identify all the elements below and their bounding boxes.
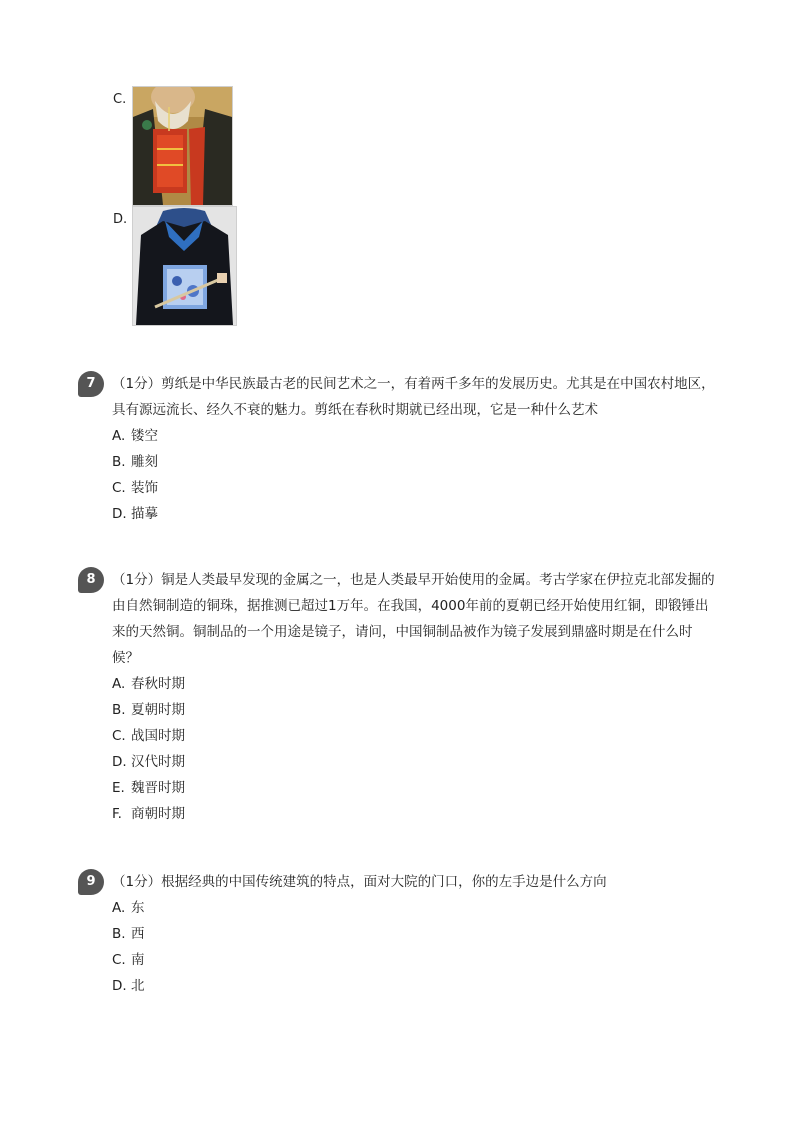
option-letter: A.	[112, 900, 126, 916]
option-letter: D.	[113, 212, 128, 227]
option-letter: B.	[112, 454, 126, 470]
option-text: 春秋时期	[131, 676, 185, 692]
option-list	[112, 895, 718, 999]
option-letter: A.	[112, 428, 126, 444]
option-letter: D.	[112, 754, 127, 770]
option-text: 汉代时期	[131, 754, 185, 770]
question-number-badge: 9	[78, 869, 104, 895]
option-b[interactable]	[112, 697, 718, 723]
option-text: 夏朝时期	[131, 702, 185, 718]
option-d[interactable]	[112, 973, 718, 999]
option-text: 商朝时期	[131, 806, 185, 822]
question-number-badge: 8	[78, 567, 104, 593]
option-text: 东	[131, 900, 145, 916]
option-letter: C.	[113, 92, 127, 107]
option-b[interactable]	[112, 921, 718, 947]
option-text: 雕刻	[131, 454, 158, 470]
option-letter: C.	[112, 952, 126, 968]
option-b[interactable]	[112, 449, 718, 475]
question-7	[78, 371, 718, 543]
option-d[interactable]	[112, 501, 718, 527]
option-letter: D.	[112, 506, 127, 522]
option-letter: F.	[112, 806, 122, 822]
option-letter: D.	[112, 978, 127, 994]
embroidered-robe-photo-image	[132, 206, 237, 326]
option-c[interactable]	[112, 475, 718, 501]
option-text: 战国时期	[131, 728, 185, 744]
option-f[interactable]	[112, 801, 718, 827]
question-8	[78, 567, 718, 843]
option-letter: E.	[112, 780, 125, 796]
option-text: 西	[131, 926, 145, 942]
option-text: 魏晋时期	[131, 780, 185, 796]
option-letter: A.	[112, 676, 126, 692]
question-stem: （1分）剪纸是中华民族最古老的民间艺术之一，有着两千多年的发展历史。尤其是在中国农村地区，具有源远流长、经久不衰的魅力。剪纸在春秋时期就已经出现，它是一种什么艺术	[112, 376, 715, 418]
option-letter: B.	[112, 702, 126, 718]
option-text: 镂空	[131, 428, 158, 444]
option-a[interactable]	[112, 423, 718, 449]
option-c[interactable]	[112, 723, 718, 749]
question-stem: （1分）根据经典的中国传统建筑的特点，面对大院的门口，你的左手边是什么方向	[112, 874, 607, 890]
option-letter: C.	[112, 728, 126, 744]
question-number-badge: 7	[78, 371, 104, 397]
option-d[interactable]	[112, 749, 718, 775]
option-list	[112, 671, 718, 827]
option-text: 南	[131, 952, 145, 968]
option-text: 装饰	[131, 480, 158, 496]
portrait-painting-image	[132, 86, 233, 206]
option-c[interactable]	[112, 947, 718, 973]
option-letter: B.	[112, 926, 126, 942]
question-stem: （1分）铜是人类最早发现的金属之一，也是人类最早开始使用的金属。考古学家在伊拉克北部发掘的由自然铜制造的铜珠，据推测已超过1万年。在我国，4000年前的夏朝已经开始使用红铜，即锻锤出来的天然铜。铜制品的一个用途是镜子，请问，中国铜制品被作为镜子发展到鼎盛时期是在什么时候？	[112, 572, 715, 666]
option-e[interactable]	[112, 775, 718, 801]
option-text: 北	[131, 978, 145, 994]
option-list	[112, 423, 718, 527]
option-a[interactable]	[112, 671, 718, 697]
option-a[interactable]	[112, 895, 718, 921]
option-text: 描摹	[131, 506, 158, 522]
option-letter: C.	[112, 480, 126, 496]
question-9	[78, 869, 718, 1015]
